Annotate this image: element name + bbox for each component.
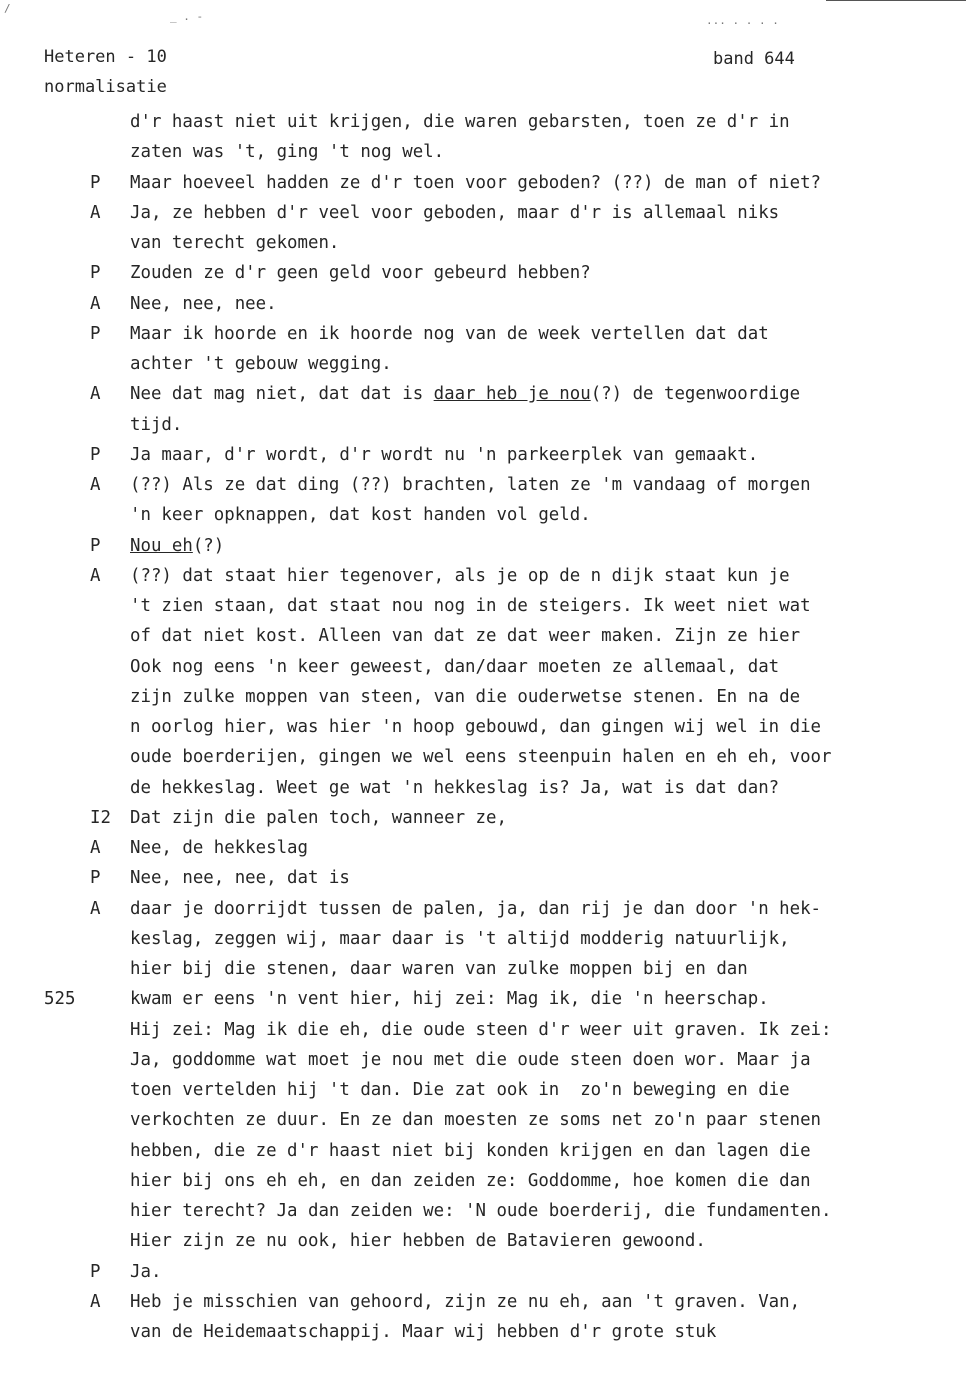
line-text: van terecht gekomen. bbox=[130, 233, 340, 253]
transcript-line bbox=[0, 1196, 966, 1226]
speaker-label: P bbox=[90, 172, 101, 193]
transcript-line bbox=[0, 198, 966, 228]
speaker-label: P bbox=[90, 1261, 101, 1282]
line-text: kwam er eens 'n vent hier, hij zei: Mag ik, die 'n heerschap. bbox=[130, 989, 769, 1010]
line-text: Maar ik hoorde en ik hoorde nog van de week vertellen dat dat bbox=[130, 323, 769, 344]
speaker-label: P bbox=[90, 535, 101, 556]
underlined-text: Nou eh bbox=[130, 535, 193, 556]
corner-mark: / bbox=[4, 2, 11, 15]
line-text: Hij zei: Mag ik die eh, die oude steen d'r weer uit graven. Ik zei: bbox=[130, 1019, 832, 1040]
transcript-line bbox=[0, 1257, 966, 1287]
transcript-line bbox=[0, 1045, 966, 1075]
top-right-rule bbox=[826, 0, 966, 1]
transcript-line bbox=[0, 379, 966, 409]
top-mark-left: _ . - bbox=[170, 10, 204, 23]
transcript-line bbox=[0, 1015, 966, 1045]
line-text: Nee, nee, nee. bbox=[130, 293, 277, 314]
transcript-line bbox=[0, 289, 966, 319]
line-text: hier bij die stenen, daar waren van zulke moppen bij en dan bbox=[130, 959, 748, 979]
transcript-line bbox=[0, 470, 966, 500]
line-text: hebben, die ze d'r haast niet bij konden krijgen en dan lagen die bbox=[130, 1140, 811, 1161]
transcript-line bbox=[0, 1136, 966, 1166]
line-text: 't zien staan, dat staat nou nog in de steigers. Ik weet niet wat bbox=[130, 596, 811, 616]
line-text: hier bij ons eh eh, en dan zeiden ze: Goddomme, hoe komen die dan bbox=[130, 1170, 811, 1191]
line-text: Dat zijn die palen toch, wanneer ze, bbox=[130, 807, 507, 828]
line-text: de hekkeslag. Weet ge wat 'n hekkeslag is? Ja, wat is dat dan? bbox=[130, 777, 780, 798]
speaker-label: A bbox=[90, 898, 101, 919]
line-text: Nee, de hekkeslag bbox=[130, 838, 308, 858]
transcript-line bbox=[0, 1105, 966, 1135]
line-text: (??) dat staat hier tegenover, als je op de n dijk staat kun je bbox=[130, 565, 790, 586]
transcript-line bbox=[0, 591, 966, 621]
transcript-line bbox=[0, 258, 966, 288]
transcript-line bbox=[0, 712, 966, 742]
transcript-line bbox=[0, 652, 966, 682]
line-text: tijd. bbox=[130, 414, 183, 435]
line-text: (??) Als ze dat ding (??) brachten, laten ze 'm vandaag of morgen bbox=[130, 475, 811, 495]
speaker-label: I2 bbox=[90, 807, 111, 828]
line-text bbox=[130, 531, 224, 561]
transcript-line bbox=[0, 773, 966, 803]
line-text: zaten was 't, ging 't nog wel. bbox=[130, 142, 445, 163]
line-text: daar je doorrijdt tussen de palen, ja, dan rij je dan door 'n hek- bbox=[130, 898, 822, 919]
speaker-label: A bbox=[90, 202, 101, 223]
transcript-line bbox=[0, 1287, 966, 1317]
line-text: Nee, nee, nee, dat is bbox=[130, 868, 350, 889]
line-text-after: (?) de tegenwoordige bbox=[590, 384, 801, 405]
speaker-label: A bbox=[90, 565, 101, 586]
line-text: 'n keer opknappen, dat kost handen vol geld. bbox=[130, 505, 591, 526]
transcript-line bbox=[0, 1166, 966, 1196]
speaker-label: P bbox=[90, 323, 101, 344]
line-text: Ook nog eens 'n keer geweest, dan/daar moeten ze allemaal, dat bbox=[130, 656, 780, 677]
transcript-line bbox=[0, 1075, 966, 1105]
line-number: 525 bbox=[44, 989, 76, 1010]
transcript-line bbox=[0, 894, 966, 924]
speaker-label: P bbox=[90, 263, 101, 284]
document-subtitle: normalisatie bbox=[44, 77, 167, 97]
line-text: Ja, goddomme wat moet je nou met die oude steen doen wor. Maar ja bbox=[130, 1049, 811, 1070]
transcript-line bbox=[0, 228, 966, 258]
top-mark-right: ... . . . . bbox=[706, 14, 779, 27]
line-text: Zouden ze d'r geen geld voor gebeurd hebben? bbox=[130, 263, 591, 284]
document-title: Heteren - 10 bbox=[44, 47, 167, 67]
speaker-label: A bbox=[90, 1291, 101, 1312]
line-text: Ja, ze hebben d'r veel voor geboden, maar d'r is allemaal niks bbox=[130, 202, 780, 223]
line-text: of dat niet kost. Alleen van dat ze dat weer maken. Zijn ze hier bbox=[130, 626, 801, 647]
line-text: keslag, zeggen wij, maar daar is 't altijd modderig natuurlijk, bbox=[130, 928, 790, 949]
speaker-label: A bbox=[90, 475, 101, 495]
speaker-label: A bbox=[90, 384, 101, 405]
transcript-line bbox=[0, 561, 966, 591]
transcript-line bbox=[0, 742, 966, 772]
transcript-line bbox=[0, 984, 966, 1014]
line-text-before: Nee dat mag niet, dat dat is bbox=[130, 384, 434, 405]
line-text-after: (?) bbox=[192, 535, 225, 556]
transcript-line bbox=[0, 168, 966, 198]
underlined-text: daar heb je nou bbox=[433, 384, 591, 405]
line-text: verkochten ze duur. En ze dan moesten ze soms net zo'n paar stenen bbox=[130, 1110, 822, 1131]
transcript-line bbox=[0, 500, 966, 530]
speaker-label: A bbox=[90, 838, 101, 858]
speaker-label: P bbox=[90, 444, 101, 465]
line-text bbox=[130, 379, 800, 409]
transcript-line bbox=[0, 1317, 966, 1347]
line-text: hier terecht? Ja dan zeiden we: 'N oude boerderij, die fundamenten. bbox=[130, 1201, 832, 1221]
line-text: oude boerderijen, gingen we wel eens steenpuin halen en eh eh, voor bbox=[130, 747, 832, 768]
transcript-line bbox=[0, 621, 966, 651]
band-number: band 644 bbox=[713, 49, 795, 69]
line-text: zijn zulke moppen van steen, van die ouderwetse stenen. En na de bbox=[130, 686, 801, 707]
line-text: Ja maar, d'r wordt, d'r wordt nu 'n parkeerplek van gemaakt. bbox=[130, 444, 759, 465]
transcript-line bbox=[0, 319, 966, 349]
line-text: toen vertelden hij 't dan. Die zat ook in zo'n beweging en die bbox=[130, 1080, 790, 1100]
line-text: n oorlog hier, was hier 'n hoop gebouwd, dan gingen wij wel in die bbox=[130, 717, 822, 737]
speaker-label: P bbox=[90, 868, 101, 889]
line-text: Ja. bbox=[130, 1261, 162, 1282]
line-text: Maar hoeveel hadden ze d'r toen voor geboden? (??) de man of niet? bbox=[130, 172, 822, 193]
transcript-line bbox=[0, 833, 966, 863]
transcript-line bbox=[0, 410, 966, 440]
transcript-line bbox=[0, 349, 966, 379]
transcript-line bbox=[0, 531, 966, 561]
line-text: achter 't gebouw wegging. bbox=[130, 354, 392, 374]
transcript-line bbox=[0, 863, 966, 893]
line-text: d'r haast niet uit krijgen, die waren gebarsten, toen ze d'r in bbox=[130, 112, 790, 132]
line-text: Heb je misschien van gehoord, zijn ze nu eh, aan 't graven. Van, bbox=[130, 1291, 801, 1312]
transcript-body bbox=[0, 107, 966, 1347]
transcript-line bbox=[0, 954, 966, 984]
transcript-line bbox=[0, 137, 966, 167]
speaker-label: A bbox=[90, 293, 101, 314]
transcript-line bbox=[0, 803, 966, 833]
transcript-line bbox=[0, 440, 966, 470]
transcript-line bbox=[0, 924, 966, 954]
transcript-line bbox=[0, 1226, 966, 1256]
transcript-line bbox=[0, 107, 966, 137]
transcript-line bbox=[0, 682, 966, 712]
line-text: van de Heidemaatschappij. Maar wij hebben d'r grote stuk bbox=[130, 1322, 717, 1342]
line-text: Hier zijn ze nu ook, hier hebben de Batavieren gewoond. bbox=[130, 1231, 706, 1252]
